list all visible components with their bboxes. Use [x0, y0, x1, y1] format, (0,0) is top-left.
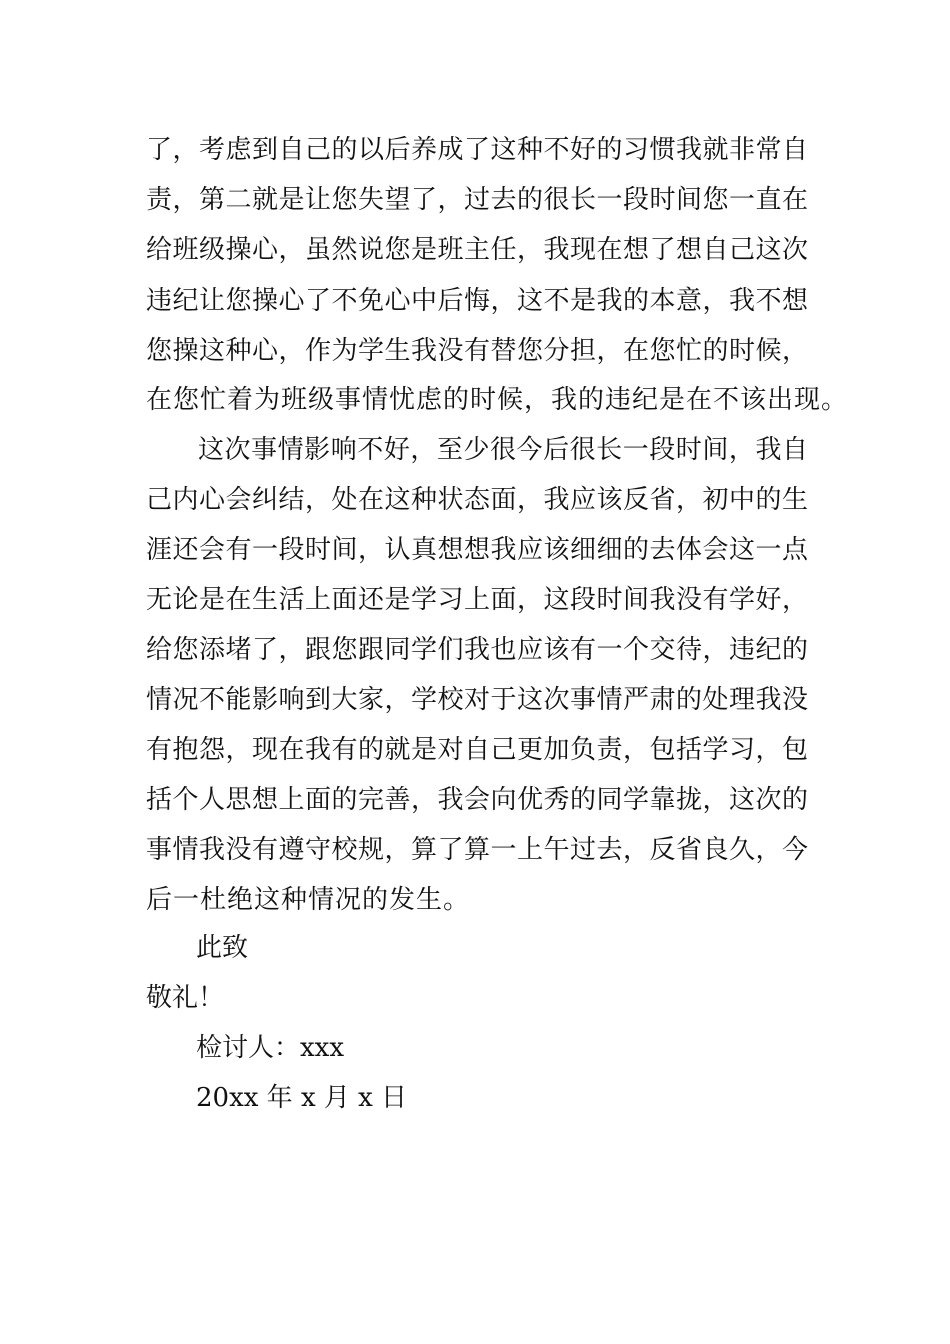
- paragraph1-line: 了，考虑到自己的以后养成了这种不好的习惯我就非常自: [146, 135, 808, 165]
- paragraph1-line: 您操这种心，作为学生我没有替您分担，在您忙的时候，: [146, 336, 808, 366]
- paragraph2-line: 情况不能影响到大家，学校对于这次事情严肃的处理我没: [146, 685, 808, 715]
- date-text: 20xx 年 x 月 x 日: [196, 1083, 408, 1113]
- paragraph2-line: 事情我没有遵守校规，算了算一上午过去，反省良久，今: [146, 835, 808, 865]
- closing-text: 此致: [196, 933, 249, 963]
- salute-text: 敬礼！: [146, 983, 225, 1013]
- paragraph2-line: 这次事情影响不好，至少很今后很长一段时间，我自: [198, 435, 808, 465]
- signer-text: 检讨人：xxx: [196, 1033, 344, 1063]
- paragraph1-line: 在您忙着为班级事情忧虑的时候，我的违纪是在不该出现。: [146, 385, 849, 415]
- paragraph2-line: 给您添堵了，跟您跟同学们我也应该有一个交待，违纪的: [146, 635, 808, 665]
- paragraph2-line: 括个人思想上面的完善，我会向优秀的同学靠拢，这次的: [146, 785, 808, 815]
- paragraph1-line: 责，第二就是让您失望了，过去的很长一段时间您一直在: [146, 185, 808, 215]
- paragraph2-line: 己内心会纠结，处在这种状态面，我应该反省，初中的生: [146, 485, 808, 515]
- paragraph2-line: 无论是在生活上面还是学习上面，这段时间我没有学好，: [146, 585, 808, 615]
- paragraph2-line: 有抱怨，现在我有的就是对自己更加负责，包括学习，包: [146, 735, 808, 765]
- paragraph2-line: 涯还会有一段时间，认真想想我应该细细的去体会这一点: [146, 535, 808, 565]
- paragraph1-line: 给班级操心，虽然说您是班主任，我现在想了想自己这次: [146, 235, 808, 265]
- paragraph1-line: 违纪让您操心了不免心中后悔，这不是我的本意，我不想: [146, 286, 808, 316]
- paragraph2-line: 后一杜绝这种情况的发生。: [146, 885, 471, 915]
